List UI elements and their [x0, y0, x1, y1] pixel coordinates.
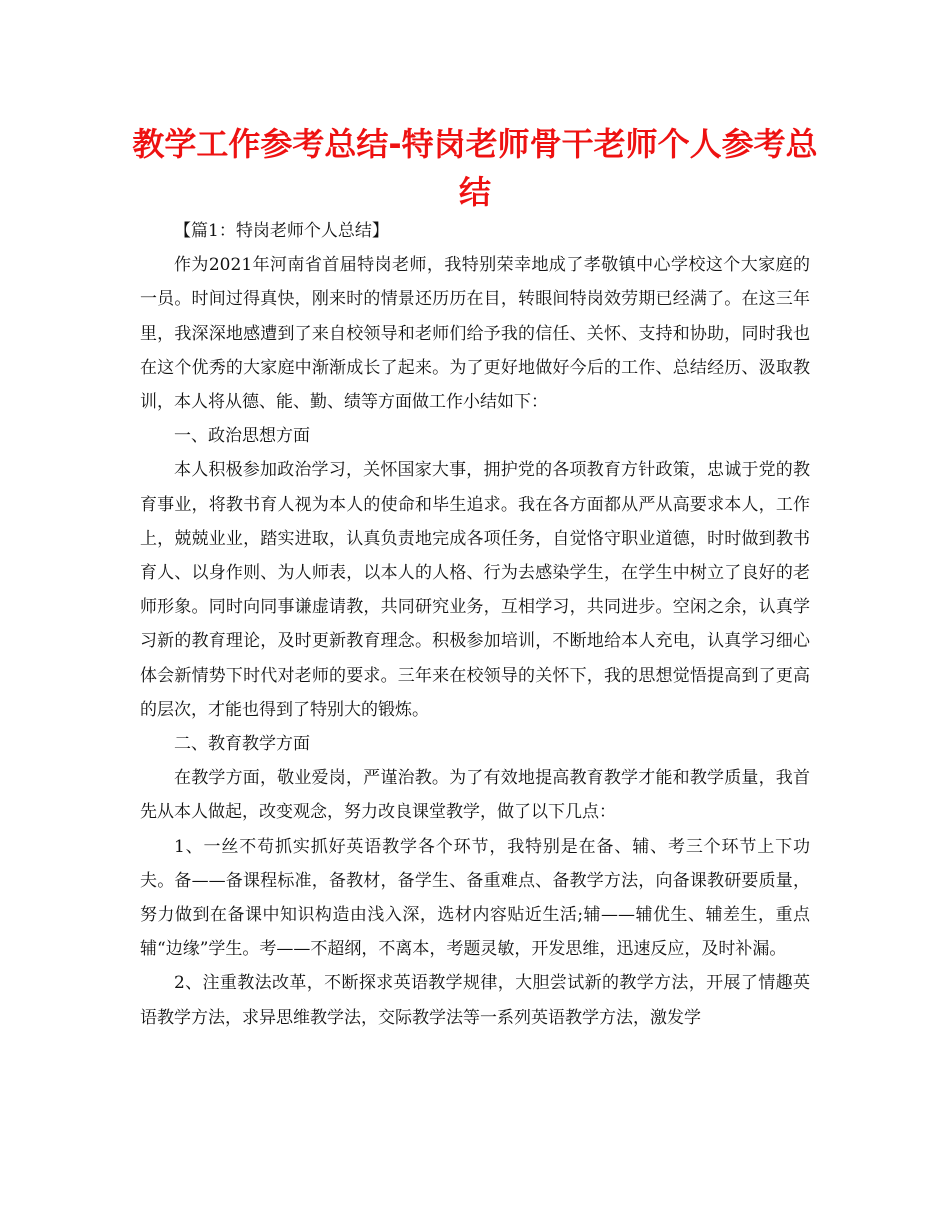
paragraph-teaching-intro: 在教学方面，敬业爱岗，严谨治教。为了有效地提高教育教学才能和教学质量，我首先从本人做起，改变观念，努力改良课堂教学，做了以下几点： — [140, 768, 810, 823]
paragraph-intro: 作为2021年河南省首届特岗老师，我特别荣幸地成了孝敬镇中心学校这个大家庭的一员。时间过得真快，刚来时的情景还历历在目，转眼间特岗效劳期已经满了。在这三年里，我深深地感遭到了来自校领导和老师们给予我的信任、关怀、支持和协助，同时我也在这个优秀的大家庭中渐渐成长了起来。为了更好地做好今后的工作、总结经历、汲取教训，本人将从德、能、勤、绩等方面做工作小结如下： — [140, 255, 810, 413]
paragraph-politics: 本人积极参加政治学习，关怀国家大事，拥护党的各项教育方针政策，忠诚于党的教育事业，将教书育人视为本人的使命和毕生追求。我在各方面都从严从高要求本人，工作上，兢兢业业，踏实进取，认真负责地完成各项任务，自觉恪守职业道德，时时做到教书育人、以身作则、为人师表，以本人的人格、行为去感染学生，在学生中树立了良好的老师形象。同时向同事谦虚请教，共同研究业务，互相学习，共同进步。空闲之余，认真学习新的教育理论，及时更新教育理念。积极参加培训，不断地给本人充电，认真学习细心体会新情势下时代对老师的要求。三年来在校领导的关怀下，我的思想觉悟提高到了更高的层次，才能也得到了特别大的锻炼。 — [140, 460, 810, 720]
document-title: 教学工作参考总结-特岗老师骨干老师个人参考总结 — [132, 125, 818, 211]
section-heading-teaching: 二、教育教学方面 — [174, 734, 310, 755]
document-body — [140, 214, 810, 1035]
section-heading-politics: 一、政治思想方面 — [174, 426, 310, 447]
section-label: 【篇1：特岗老师个人总结】 — [174, 221, 389, 241]
paragraph-point-1: 1、一丝不苟抓实抓好英语教学各个环节，我特别是在备、辅、考三个环节上下功夫。备——备课程标准，备教材，备学生、备重难点、备教学方法，向备课教研要质量，努力做到在备课中知识构造由浅入深，选材内容贴近生活;辅——辅优生、辅差生，重点辅“边缘”学生。考——不超纲，不离本，考题灵敏，开发思维，迅速反应，及时补漏。 — [140, 836, 810, 960]
paragraph-point-2: 2、注重教法改革，不断探求英语教学规律，大胆尝试新的教学方法，开展了情趣英语教学方法，求异思维教学法，交际教学法等一系列英语教学方法，激发学 — [140, 973, 810, 1028]
